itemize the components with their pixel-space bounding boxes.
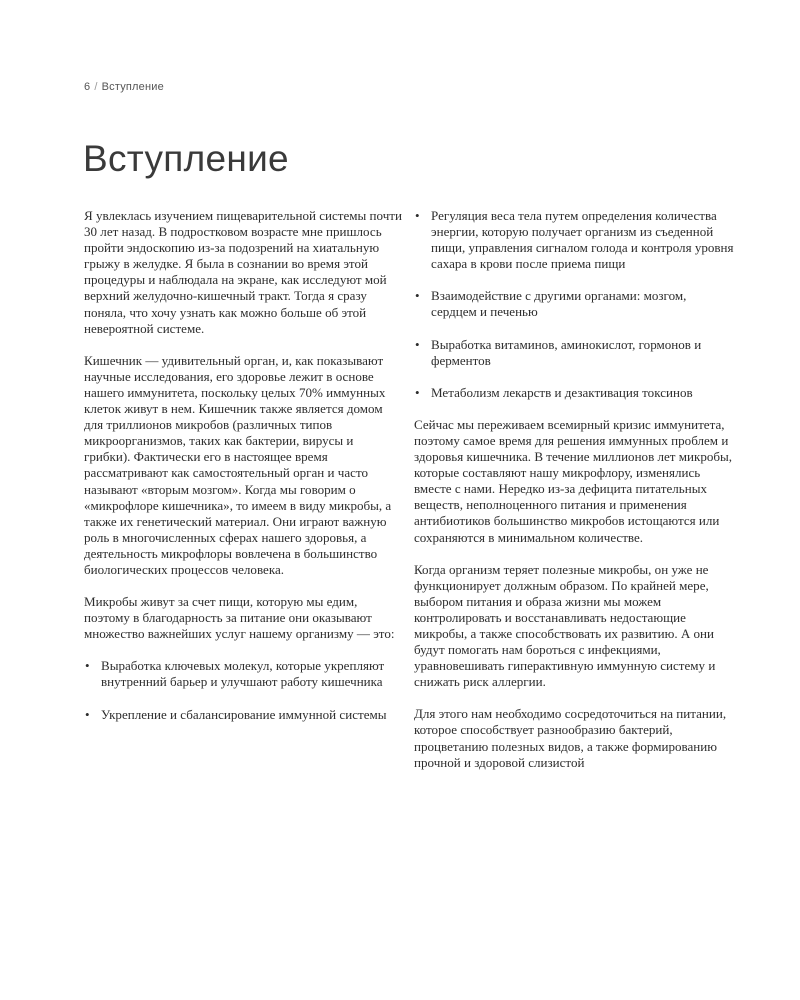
list-item: • Укрепление и сбалансирование иммунной системы [84,707,402,723]
intro-paragraph-3: Микробы живут за счет пищи, которую мы едим, поэтому в благодарность за питание они оказывают множество важнейших услуг нашему организму — это: [84,594,395,642]
list-item: • Выработка витаминов, аминокислот, гормонов и ферментов [414,337,734,369]
list-item: • Регуляция веса тела путем определения количества энергии, которую получает организм из съеденной пищи, управления сигналом голода и контроля уровня сахара в крови после приема пищи [414,208,734,272]
intro-paragraph-2: Кишечник — удивительный орган, и, как показывают научные исследования, его здоровье лежит в основе нашего иммунитета, поскольку целых 70% иммунных клеток живут в нем. Кишечник также является домом для триллионов микробов (различных типов микроорганизмов, таких как бактерии, вирусы и грибки). Фактически его в настоящее время рассматривают как самостоятельный орган и часто называют «вторым мозгом». Когда мы говорим о «микрофлоре кишечника», то имеем в виду микробы, а также их генетический материал. Они играют важную роль в многочисленных сферах нашего здоровья, а деятельность микрофлоры вовлечена в большинство биологических процессов человека. [84,352,392,577]
list-item: • Взаимодействие с другими органами: мозгом, сердцем и печенью [414,288,734,320]
right-column [414,208,734,787]
intro-paragraph-1: Я увлеклась изучением пищеварительной системы почти 30 лет назад. В подростковом возрасте мне пришлось пройти эндоскопию из-за подозрений на хиатальную грыжу в желудке. Я была в сознании во время этой процедуры и наблюдала на экране, как исследуют мой верхний желудочно-кишечный тракт. Тогда я сразу поняла, что хочу узнать как можно больше об этой невероятной системе. [84,208,402,336]
benefits-list-left [84,658,402,722]
page-number: 6 [84,81,91,93]
body-paragraph-4: Сейчас мы переживаем всемирный кризис иммунитета, поэтому самое время для решения иммунных проблем и здоровья кишечника. В течение миллионов лет микробы, которые составляют нашу микрофлору, изменялись вместе с нами. Нередко из-за дефицита питательных веществ, неполноценного питания и применения антибиотиков большинство микробов истощаются или сохраняются в минимальном количестве. [414,416,733,545]
running-head-separator: / [94,81,98,93]
benefits-list-right [414,208,734,401]
body-paragraph-6: Для этого нам необходимо сосредоточиться на питании, которое способствует разнообразию бактерий, процветанию полезных видов, а также формированию прочной и здоровой слизистой [414,706,727,770]
list-item: • Метаболизм лекарств и дезактивация токсинов [414,385,734,401]
body-paragraph-5: Когда организм теряет полезные микробы, он уже не функционирует должным образом. По крайней мере, выбором питания и образа жизни мы можем контролировать и восстанавливать недостающие микробы, а также способствовать их развитию. А они будут помогать нам бороться с инфекциями, уравновешивать гиперактивную иммунную систему и снижать риск аллергии. [414,561,716,690]
page-title: Вступление [83,138,289,179]
list-item: • Выработка ключевых молекул, которые укрепляют внутренний барьер и улучшают работу кишечника [84,658,402,690]
running-head-section: Вступление [101,81,164,93]
running-head [84,81,164,93]
left-column [84,208,402,739]
